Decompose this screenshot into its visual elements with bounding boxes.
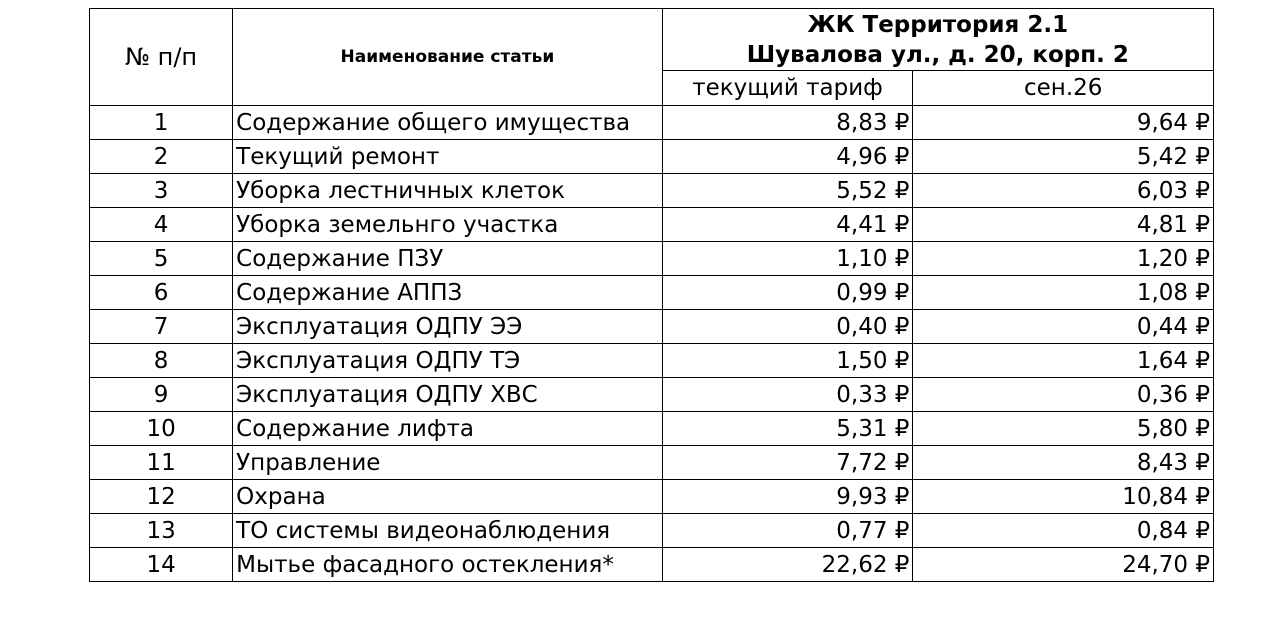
row-new-tariff-cell: 8,43 ₽ (913, 446, 1214, 480)
column-header-current-tariff: текущий тариф (662, 71, 913, 106)
table-row (90, 548, 1214, 582)
row-number-cell: 5 (90, 242, 233, 276)
tariff-table-wrapper (89, 8, 1214, 582)
row-name-cell: Охрана (233, 480, 662, 514)
row-current-tariff-cell: 0,40 ₽ (662, 310, 913, 344)
row-name-cell: Уборка земельнго участка (233, 208, 662, 242)
row-current-tariff-cell: 1,50 ₽ (662, 344, 913, 378)
row-number-cell: 1 (90, 106, 233, 140)
row-current-tariff-cell: 4,96 ₽ (662, 140, 913, 174)
row-number-cell: 11 (90, 446, 233, 480)
table-header-row (90, 9, 1214, 71)
row-name-cell: Управление (233, 446, 662, 480)
row-number-cell: 10 (90, 412, 233, 446)
table-row (90, 480, 1214, 514)
column-header-name: Наименование статьи (233, 9, 662, 106)
complex-address: Шувалова ул., д. 20, корп. 2 (746, 41, 1129, 68)
column-header-new-tariff: сен.26 (913, 71, 1214, 106)
row-name-cell: Содержание ПЗУ (233, 242, 662, 276)
row-name-cell: Эксплуатация ОДПУ ЭЭ (233, 310, 662, 344)
row-new-tariff-cell: 4,81 ₽ (913, 208, 1214, 242)
table-row (90, 140, 1214, 174)
row-new-tariff-cell: 9,64 ₽ (913, 106, 1214, 140)
row-new-tariff-cell: 0,36 ₽ (913, 378, 1214, 412)
row-name-cell: Содержание АППЗ (233, 276, 662, 310)
row-name-cell: Содержание лифта (233, 412, 662, 446)
column-header-number: № п/п (90, 9, 233, 106)
row-number-cell: 8 (90, 344, 233, 378)
row-new-tariff-cell: 0,44 ₽ (913, 310, 1214, 344)
row-new-tariff-cell: 6,03 ₽ (913, 174, 1214, 208)
row-number-cell: 12 (90, 480, 233, 514)
row-number-cell: 9 (90, 378, 233, 412)
row-number-cell: 7 (90, 310, 233, 344)
row-current-tariff-cell: 8,83 ₽ (662, 106, 913, 140)
row-new-tariff-cell: 24,70 ₽ (913, 548, 1214, 582)
row-current-tariff-cell: 7,72 ₽ (662, 446, 913, 480)
row-name-cell: Эксплуатация ОДПУ ХВС (233, 378, 662, 412)
row-new-tariff-cell: 0,84 ₽ (913, 514, 1214, 548)
row-new-tariff-cell: 1,20 ₽ (913, 242, 1214, 276)
row-current-tariff-cell: 0,77 ₽ (662, 514, 913, 548)
row-name-cell: Эксплуатация ОДПУ ТЭ (233, 344, 662, 378)
row-new-tariff-cell: 1,64 ₽ (913, 344, 1214, 378)
row-current-tariff-cell: 0,33 ₽ (662, 378, 913, 412)
row-current-tariff-cell: 22,62 ₽ (662, 548, 913, 582)
row-name-cell: Уборка лестничных клеток (233, 174, 662, 208)
table-row (90, 174, 1214, 208)
table-row (90, 310, 1214, 344)
table-row (90, 378, 1214, 412)
table-row (90, 276, 1214, 310)
row-current-tariff-cell: 5,52 ₽ (662, 174, 913, 208)
tariff-table (89, 8, 1214, 582)
row-new-tariff-cell: 1,08 ₽ (913, 276, 1214, 310)
row-new-tariff-cell: 10,84 ₽ (913, 480, 1214, 514)
row-current-tariff-cell: 5,31 ₽ (662, 412, 913, 446)
row-name-cell: Текущий ремонт (233, 140, 662, 174)
row-current-tariff-cell: 0,99 ₽ (662, 276, 913, 310)
row-new-tariff-cell: 5,80 ₽ (913, 412, 1214, 446)
table-row (90, 106, 1214, 140)
row-number-cell: 3 (90, 174, 233, 208)
row-number-cell: 13 (90, 514, 233, 548)
row-name-cell: Мытье фасадного остекления* (233, 548, 662, 582)
row-new-tariff-cell: 5,42 ₽ (913, 140, 1214, 174)
table-row (90, 208, 1214, 242)
row-name-cell: ТО системы видеонаблюдения (233, 514, 662, 548)
row-number-cell: 4 (90, 208, 233, 242)
row-number-cell: 14 (90, 548, 233, 582)
complex-name: ЖК Территория 2.1 (807, 11, 1069, 38)
table-row (90, 514, 1214, 548)
row-name-cell: Содержание общего имущества (233, 106, 662, 140)
table-row (90, 446, 1214, 480)
row-current-tariff-cell: 1,10 ₽ (662, 242, 913, 276)
row-current-tariff-cell: 4,41 ₽ (662, 208, 913, 242)
table-row (90, 344, 1214, 378)
residential-complex-header (662, 9, 1213, 71)
row-current-tariff-cell: 9,93 ₽ (662, 480, 913, 514)
table-row (90, 412, 1214, 446)
row-number-cell: 6 (90, 276, 233, 310)
row-number-cell: 2 (90, 140, 233, 174)
table-row (90, 242, 1214, 276)
